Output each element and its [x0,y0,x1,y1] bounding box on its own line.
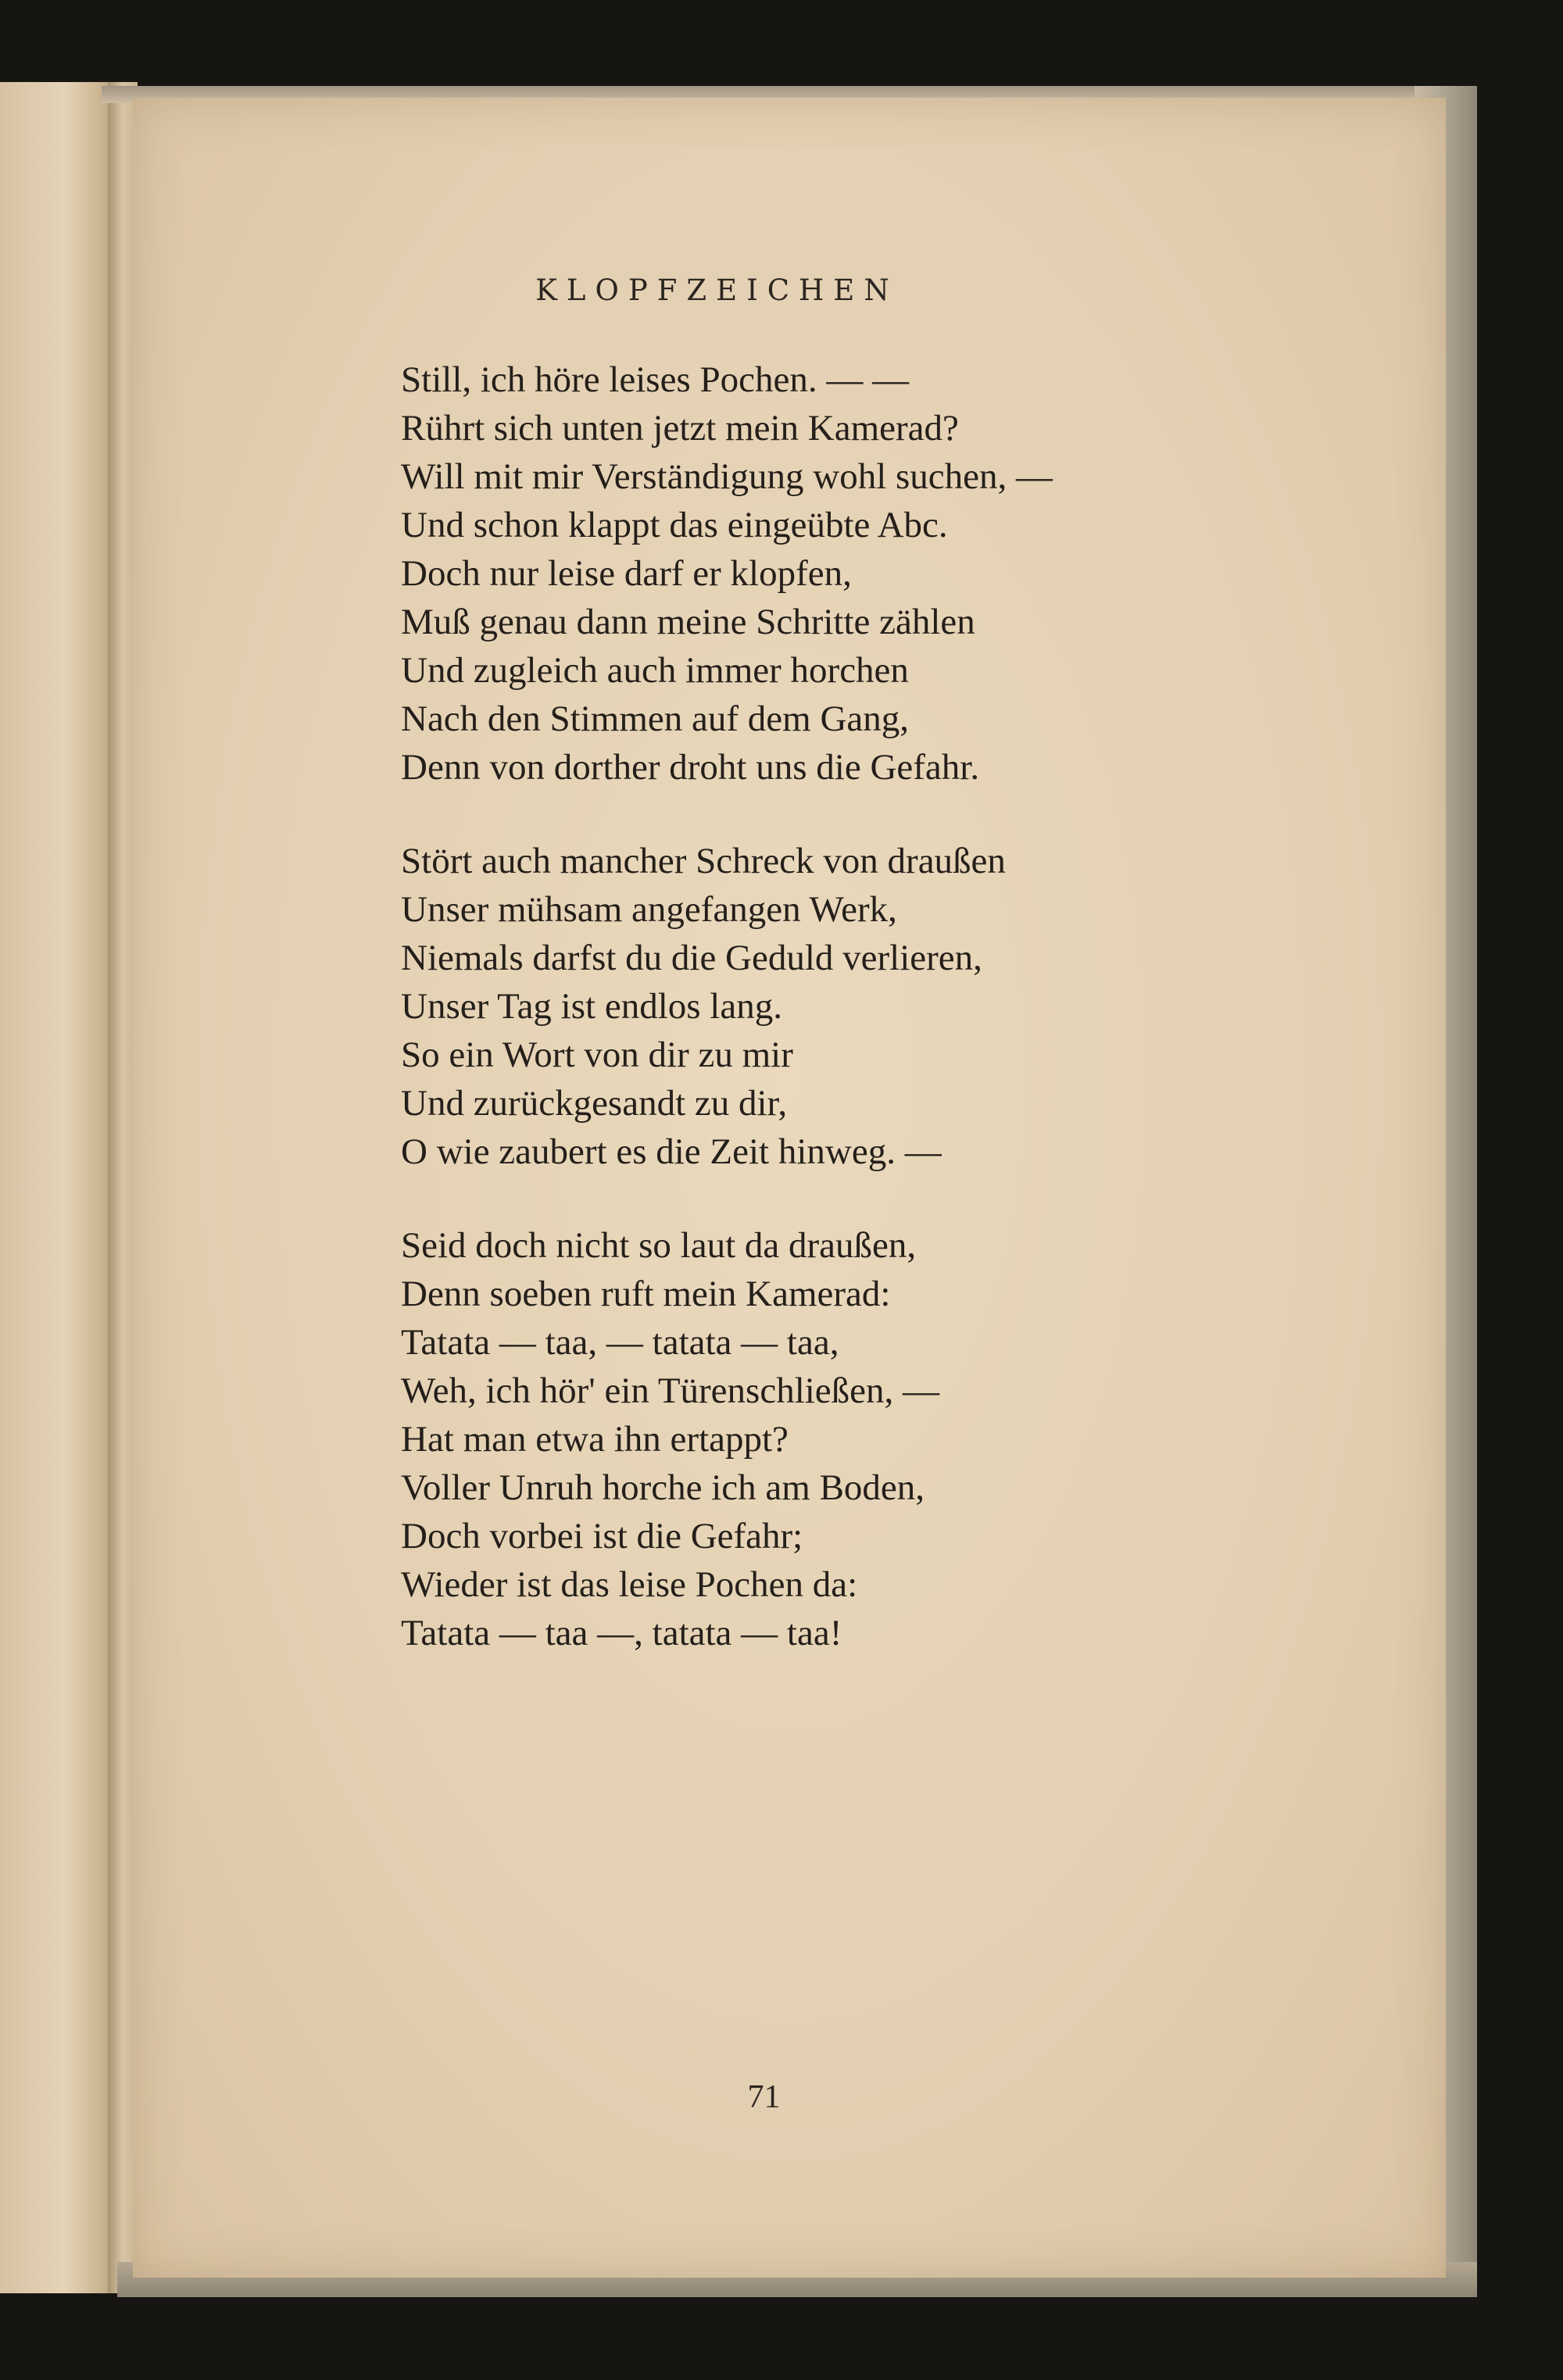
poem-line: O wie zaubert es die Zeit hinweg. — [401,1131,942,1172]
poem-line: Und zurückgesandt zu dir, [401,1083,788,1124]
poem-line: Doch vorbei ist die Gefahr; [401,1516,803,1556]
poem-title: KLOPFZEICHEN [535,273,899,307]
stanza-3 [401,1221,1378,1657]
poem-line: Unser Tag ist endlos lang. [401,986,782,1027]
poem-line: Will mit mir Verständigung wohl suchen, — [401,456,1053,497]
poem-line: Muß genau dann meine Schritte zählen [401,602,975,642]
stanza-1 [401,356,1378,792]
poem-line: Tatata — taa —, tatata — taa! [401,1613,842,1653]
poem-line: Hat man etwa ihn ertappt? [401,1419,789,1460]
poem-line: Weh, ich hör' ein Türenschließen, — [401,1370,940,1411]
poem-line: Denn soeben ruft mein Kamerad: [401,1274,891,1314]
poem-line: Doch nur leise darf er klopfen, [401,553,852,594]
poem-line: Seid doch nicht so laut da draußen, [401,1225,917,1266]
poem-line: Rührt sich unten jetzt mein Kamerad? [401,408,959,448]
poem-line: Und schon klappt das eingeübte Abc. [401,505,948,545]
poem-line: Still, ich höre leises Pochen. — — [401,359,910,400]
poem-line: Unser mühsam angefangen Werk, [401,889,897,930]
poem-body [401,356,1378,1703]
poem-line: Stört auch mancher Schreck von draußen [401,841,1006,881]
poem-line: Und zugleich auch immer horchen [401,650,909,691]
poem-line: Denn von dorther droht uns die Gefahr. [401,747,980,788]
poem-line: So ein Wort von dir zu mir [401,1035,793,1075]
poem-line: Voller Unruh horche ich am Boden, [401,1467,925,1508]
poem-line: Nach den Stimmen auf dem Gang, [401,699,909,739]
poem-line: Wieder ist das leise Pochen da: [401,1564,858,1605]
poem-line: Tatata — taa, — tatata — taa, [401,1322,839,1363]
poem-line: Niemals darfst du die Geduld verlieren, [401,938,982,978]
stanza-2 [401,837,1378,1176]
page-number: 71 [747,2079,781,2115]
left-page-edge [0,82,116,2293]
